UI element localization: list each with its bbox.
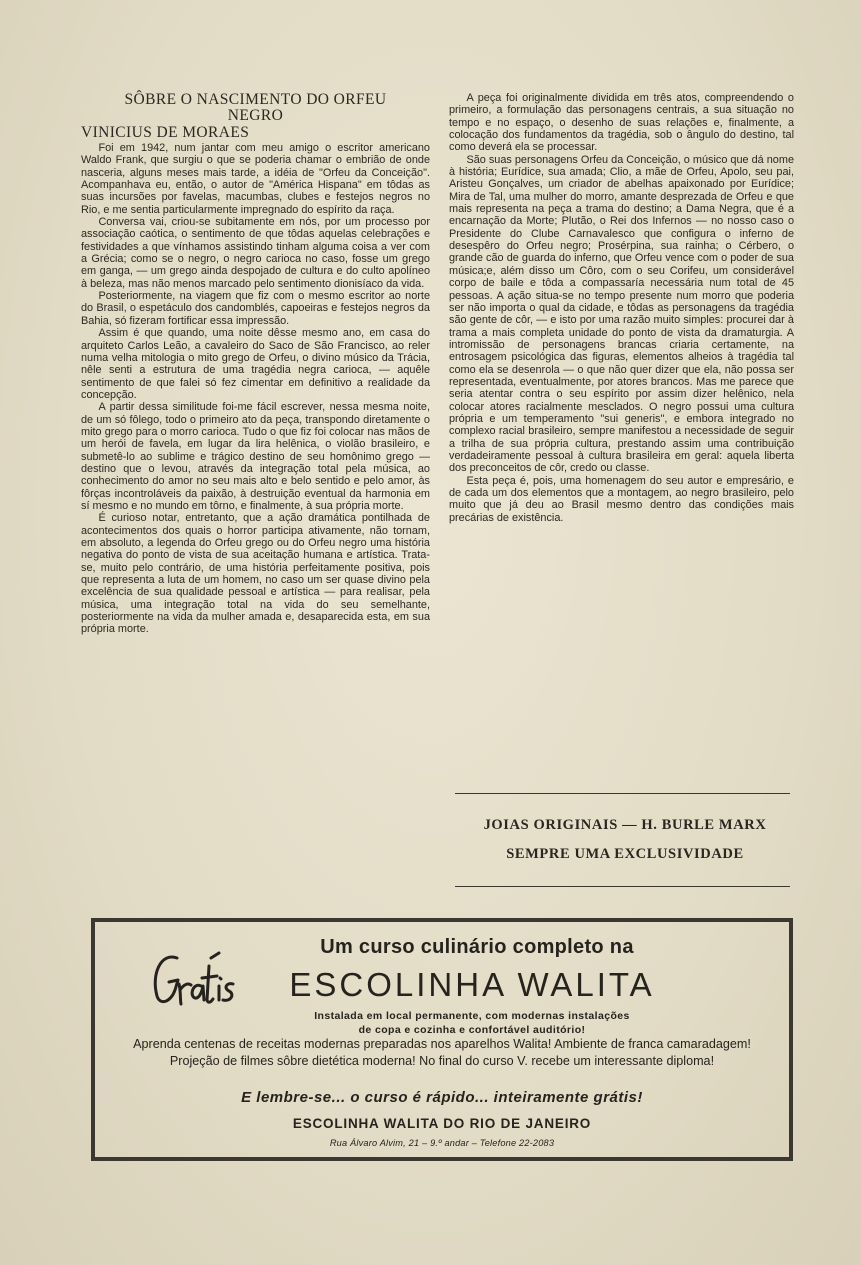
article-paragraph: São suas personagens Orfeu da Conceição, o músico que dá nome à história; Eurídice, sua amada; Clio, a mãe de Orfeu, Apolo, seu pai, Aristeu Gonçalves, um criador de abelhas apaixonado por Eurídice; Mira de Tal, uma mulher do morro, amante desprezada de Orfeu e que mais representa na peça a trama do destino; a Dama Negra, que é a encarnação da Morte; Plutão, o Rei dos Infernos — no nosso caso o Presidente do Clube Carnavalesco que configura o inferno de desespêro do Orfeu negro; Prosérpina, sua rainha; o Cérbero, o grande cão de guarda do inferno, que Orfeu vence com o poder de sua música;e, além disso um Côro, com o seu Corifeu, um considerável corpo de baile e tôda a compassaría necessária num total de 45 pessoas. A ação situa-se no tempo presente num morro que poderia ser não importa o qual da cidade, e tôdas as personagens da tragédia são gente de côr, — e isto por uma razão muito simples: procurei dar à trama a mais completa unidade do ponto de vista da dramaturgia. A intromissão de personagens brancas criaria certamente, na entrosagem psicológica das figuras, elementos alheios à tragédia tal como ela se desenrola — o que não quer dizer que ela, não possa ser representada, eventualmente, por atores brancos. Mas me parece que seria atentar contra o seu espírito por assim dizer helênico, nela colocar atores racialmente mesclados. O negro possui uma cultura própria e um temperamento "sui generis", e embora integrado no complexo racial brasileiro, sempre manifestou a necessidade de seguir a trilha de sua própria cultura, prestando assim uma contribuição verdadeiramente pessoal à cultura brasileira em geral: aquela liberta dos preconceitos de côr, credo ou classe. (449, 153, 794, 475)
article-title: SÔBRE O NASCIMENTO DO ORFEU NEGRO (124, 91, 387, 124)
ad-reminder: E lembre-se... o curso é rápido... inteiramente grátis! (241, 1089, 643, 1106)
divider-top (455, 793, 790, 794)
ad-body-text: Aprenda centenas de receitas modernas preparadas nos aparelhos Walita! Ambiente de franca camaradagem! Projeção de filmes sôbre dietética moderna! No final do curso V. recebe um interessante diploma! (133, 1037, 751, 1068)
article-paragraph: É curioso notar, entretanto, que a ação dramática pontilhada de acontecimentos dos quais o horror participa ativamente, não tornam, em absoluto, a legenda do Orfeu grego ou do Orfeu negro uma história negativa do ponto de vista de sua aceitação humana e artística. Trata-se, muito pelo contrário, de uma história perfeitamente positiva, pois que representa a luta de um homem, no caso um ser quase divino pela excelência de sua qualidade pessoal e artística — para realisar, pela música, uma integração total na vida do seu semelhante, posteriormente na vida da mulher amada e, desaparecida esta, em sua própria morte. (81, 512, 430, 636)
ad-school-name: ESCOLINHA WALITA DO RIO DE JANEIRO (292, 1116, 592, 1131)
ad-address: Rua Álvaro Alvim, 21 – 9.º andar – Telefone 22-2083 (329, 1138, 555, 1148)
article-left-column (81, 92, 430, 636)
article-paragraph: Foi em 1942, num jantar com meu amigo o escritor americano Waldo Frank, que surgiu o que se poderia chamar o embrião de onde nasceria, alguns meses mais tarde, a idéia de "Orfeu da Conceição". Acompanhava eu, então, o autor de "América Hispana" em tôdas as suas incursões por favelas, macumbas, clubes e festejos negros no Rio, e me sentia particularmente impregnado do espírito da raça. (81, 142, 430, 216)
right-paragraphs (449, 92, 794, 524)
article-paragraph: Assim é que quando, uma noite dêsse mesmo ano, em casa do arquiteto Carlos Leão, a cavaleiro do Saco de São Francisco, ao reler numa velha mitologia o mito grego de Orfeu, o divino músico da Trácia, nêle senti a estrutura de uma tragédia negra carioca, — aquêle sentimento de que falei só fez cimentar em definitivo a realidade da concepção. (81, 327, 430, 401)
article-author: VINICIUS DE MORAES (81, 124, 250, 141)
walita-advertisement (91, 918, 793, 1161)
ad-headline: Um curso culinário completo na (320, 936, 634, 958)
article-right-column (449, 92, 794, 524)
ad-installed-line2: de copa e cozinha e confortável auditório! (358, 1024, 586, 1036)
jewels-line2: SEMPRE UMA EXCLUSIVIDADE (506, 846, 744, 862)
left-paragraphs (81, 142, 430, 636)
ad-installed-line1: Instalada em local permanente, com modernas instalações (314, 1010, 630, 1022)
divider-bottom (455, 886, 790, 887)
article-paragraph: Posteriormente, na viagem que fiz com o mesmo escritor ao norte do Brasil, o espetáculo dos candomblés, capoeiras e festejos negros da Bahia, só fizeram fortificar essa impressão. (81, 290, 430, 327)
jewels-line1: JOIAS ORIGINAIS — H. BURLE MARX (483, 817, 767, 833)
article-paragraph: A peça foi originalmente dividida em três atos, compreendendo o primeiro, a formulação das personagens centrais, a sua situação no tempo e no espaço, o desenho de suas relações e, finalmente, a colocação dos fundamentos da tragédia, sob o ângulo do destino, tal como deverá ela se processar. (449, 92, 794, 154)
ad-brand: ESCOLINHA WALITA (289, 966, 655, 1003)
article-paragraph: A partir dessa similitude foi-me fácil escrever, nessa mesma noite, de um só fôlego, todo o primeiro ato da peça, transpondo diretamente o mito grego para o morro carioca. Tudo o que fiz foi colocar nas mãos de um herói de favela, em lugar da lira helênica, o violão brasileiro, e submetê-lo ao sublime e trágico destino de seu homônimo grego — destino que o levou, através da integração total pela música, ao conhecimento do amor no seu mais alto e belo sentido e pelo amor, às fôrças incontroláveis da paixão, à destruição eventual da harmonia em sí mesmo e no mundo em tôrno, e finalmente, à sua própria morte. (81, 401, 430, 512)
article-paragraph: Conversa vai, criou-se subitamente em nós, por um processo por associação caótica, o sentimento de que tôdas aquelas celebrações e festividades a que vínhamos assistindo tinham alguma coisa a ver com a Grécia; como se o negro, o negro carioca no caso, fosse um grego em ganga, — um grego ainda despojado de cultura e do culto apolíneo à beleza, mas não menos marcado pelo sentimento dionisíaco da vida. (81, 216, 430, 290)
article-paragraph: Esta peça é, pois, uma homenagem do seu autor e empresário, e de cada um dos elementos que a montagem, ao negro brasileiro, pelo muito que já deu ao Brasil mesmo dentro das condições mais precárias de existência. (449, 474, 794, 524)
